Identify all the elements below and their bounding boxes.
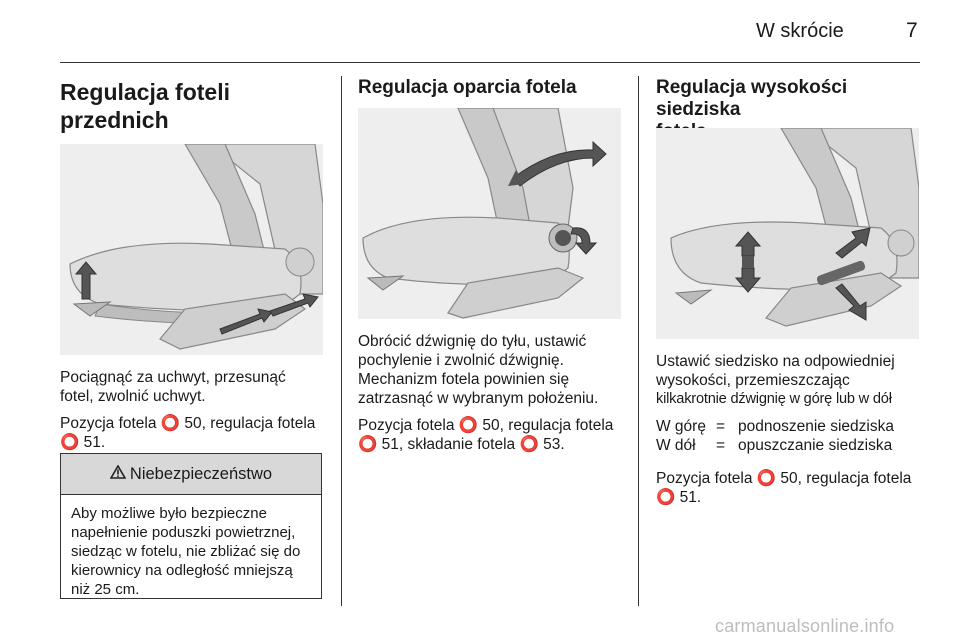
seat-height-figure — [656, 128, 919, 339]
seat-backrest-illustration — [358, 108, 621, 319]
cross-reference: ⭕ 51. — [60, 434, 106, 451]
page-number: 7 — [906, 19, 918, 42]
instruction-line: fotel, zwolnić uchwyt. — [60, 388, 206, 405]
subsection-title-line: Regulacja wysokości siedziska — [656, 77, 848, 120]
column-2-text — [358, 332, 633, 454]
cross-reference: ⭕ 51, składanie fotela ⭕ 53. — [358, 436, 565, 453]
instruction-line: pochylenie i zwolnić dźwignię. — [358, 352, 564, 369]
definition-desc: opuszczanie siedziska — [738, 437, 893, 454]
definition-table — [656, 417, 894, 455]
warning-line: niż 25 cm. — [71, 581, 140, 598]
definition-row — [656, 436, 894, 455]
instruction-line: Ustawić siedzisko na odpowiedniej — [656, 353, 895, 370]
seat-longitudinal-illustration — [60, 144, 323, 355]
warning-label: Niebezpieczeństwo — [129, 464, 273, 483]
column-divider-1 — [341, 76, 342, 606]
instruction-line: zatrzasnąć w wybranym położeniu. — [358, 390, 599, 407]
definition-term: W dół — [656, 437, 696, 454]
cross-reference: Pozycja fotela ⭕ 50, regulacja fotela — [656, 470, 912, 487]
cross-reference: ⭕ 51. — [656, 489, 702, 506]
seat-fore-aft-figure — [60, 144, 323, 355]
definition-term: W górę — [656, 418, 706, 435]
cross-reference: Pozycja fotela ⭕ 50, regulacja fotela — [60, 415, 316, 432]
definition-equals: = — [716, 437, 726, 454]
warning-line: Aby możliwe było bezpieczne — [71, 505, 267, 522]
warning-line: napełnienie poduszki powietrznej, — [71, 524, 296, 541]
instruction-line: Pociągnąć za uchwyt, przesunąć — [60, 369, 286, 386]
warning-line: siedząc w fotelu, nie zbliżać się do — [71, 543, 301, 560]
column-1-text — [60, 368, 335, 452]
column-2 — [358, 76, 628, 99]
instruction-line: Mechanizm fotela powinien się — [358, 371, 570, 388]
instruction-line: kilkakrotnie dźwignię w górę lub w dół — [656, 391, 892, 407]
definition-row — [656, 417, 894, 436]
warning-box — [60, 453, 322, 599]
warning-text — [61, 495, 321, 608]
column-divider-2 — [638, 76, 639, 606]
warning-header — [61, 454, 321, 495]
cross-reference: Pozycja fotela ⭕ 50, regulacja fotela — [358, 417, 614, 434]
instruction-line: Obrócić dźwignię do tyłu, ustawić — [358, 333, 587, 350]
header-rule — [60, 62, 920, 63]
seat-recline-figure — [358, 108, 621, 319]
subsection-title-backrest: Regulacja oparcia fotela — [358, 77, 577, 98]
watermark: carmanualsonline.info — [715, 616, 895, 636]
definition-equals: = — [716, 418, 726, 435]
warning-triangle-icon — [110, 465, 126, 484]
warning-line: kierownicy na odległość mniejszą — [71, 562, 293, 579]
column-3-text — [656, 352, 931, 507]
seat-height-illustration — [656, 128, 919, 339]
section-title: Regulacja foteli przednich — [60, 79, 230, 133]
instruction-line: wysokości, przemieszczając — [656, 372, 850, 389]
definition-desc: podnoszenie siedziska — [738, 418, 894, 435]
running-header-title: W skrócie — [756, 20, 844, 42]
